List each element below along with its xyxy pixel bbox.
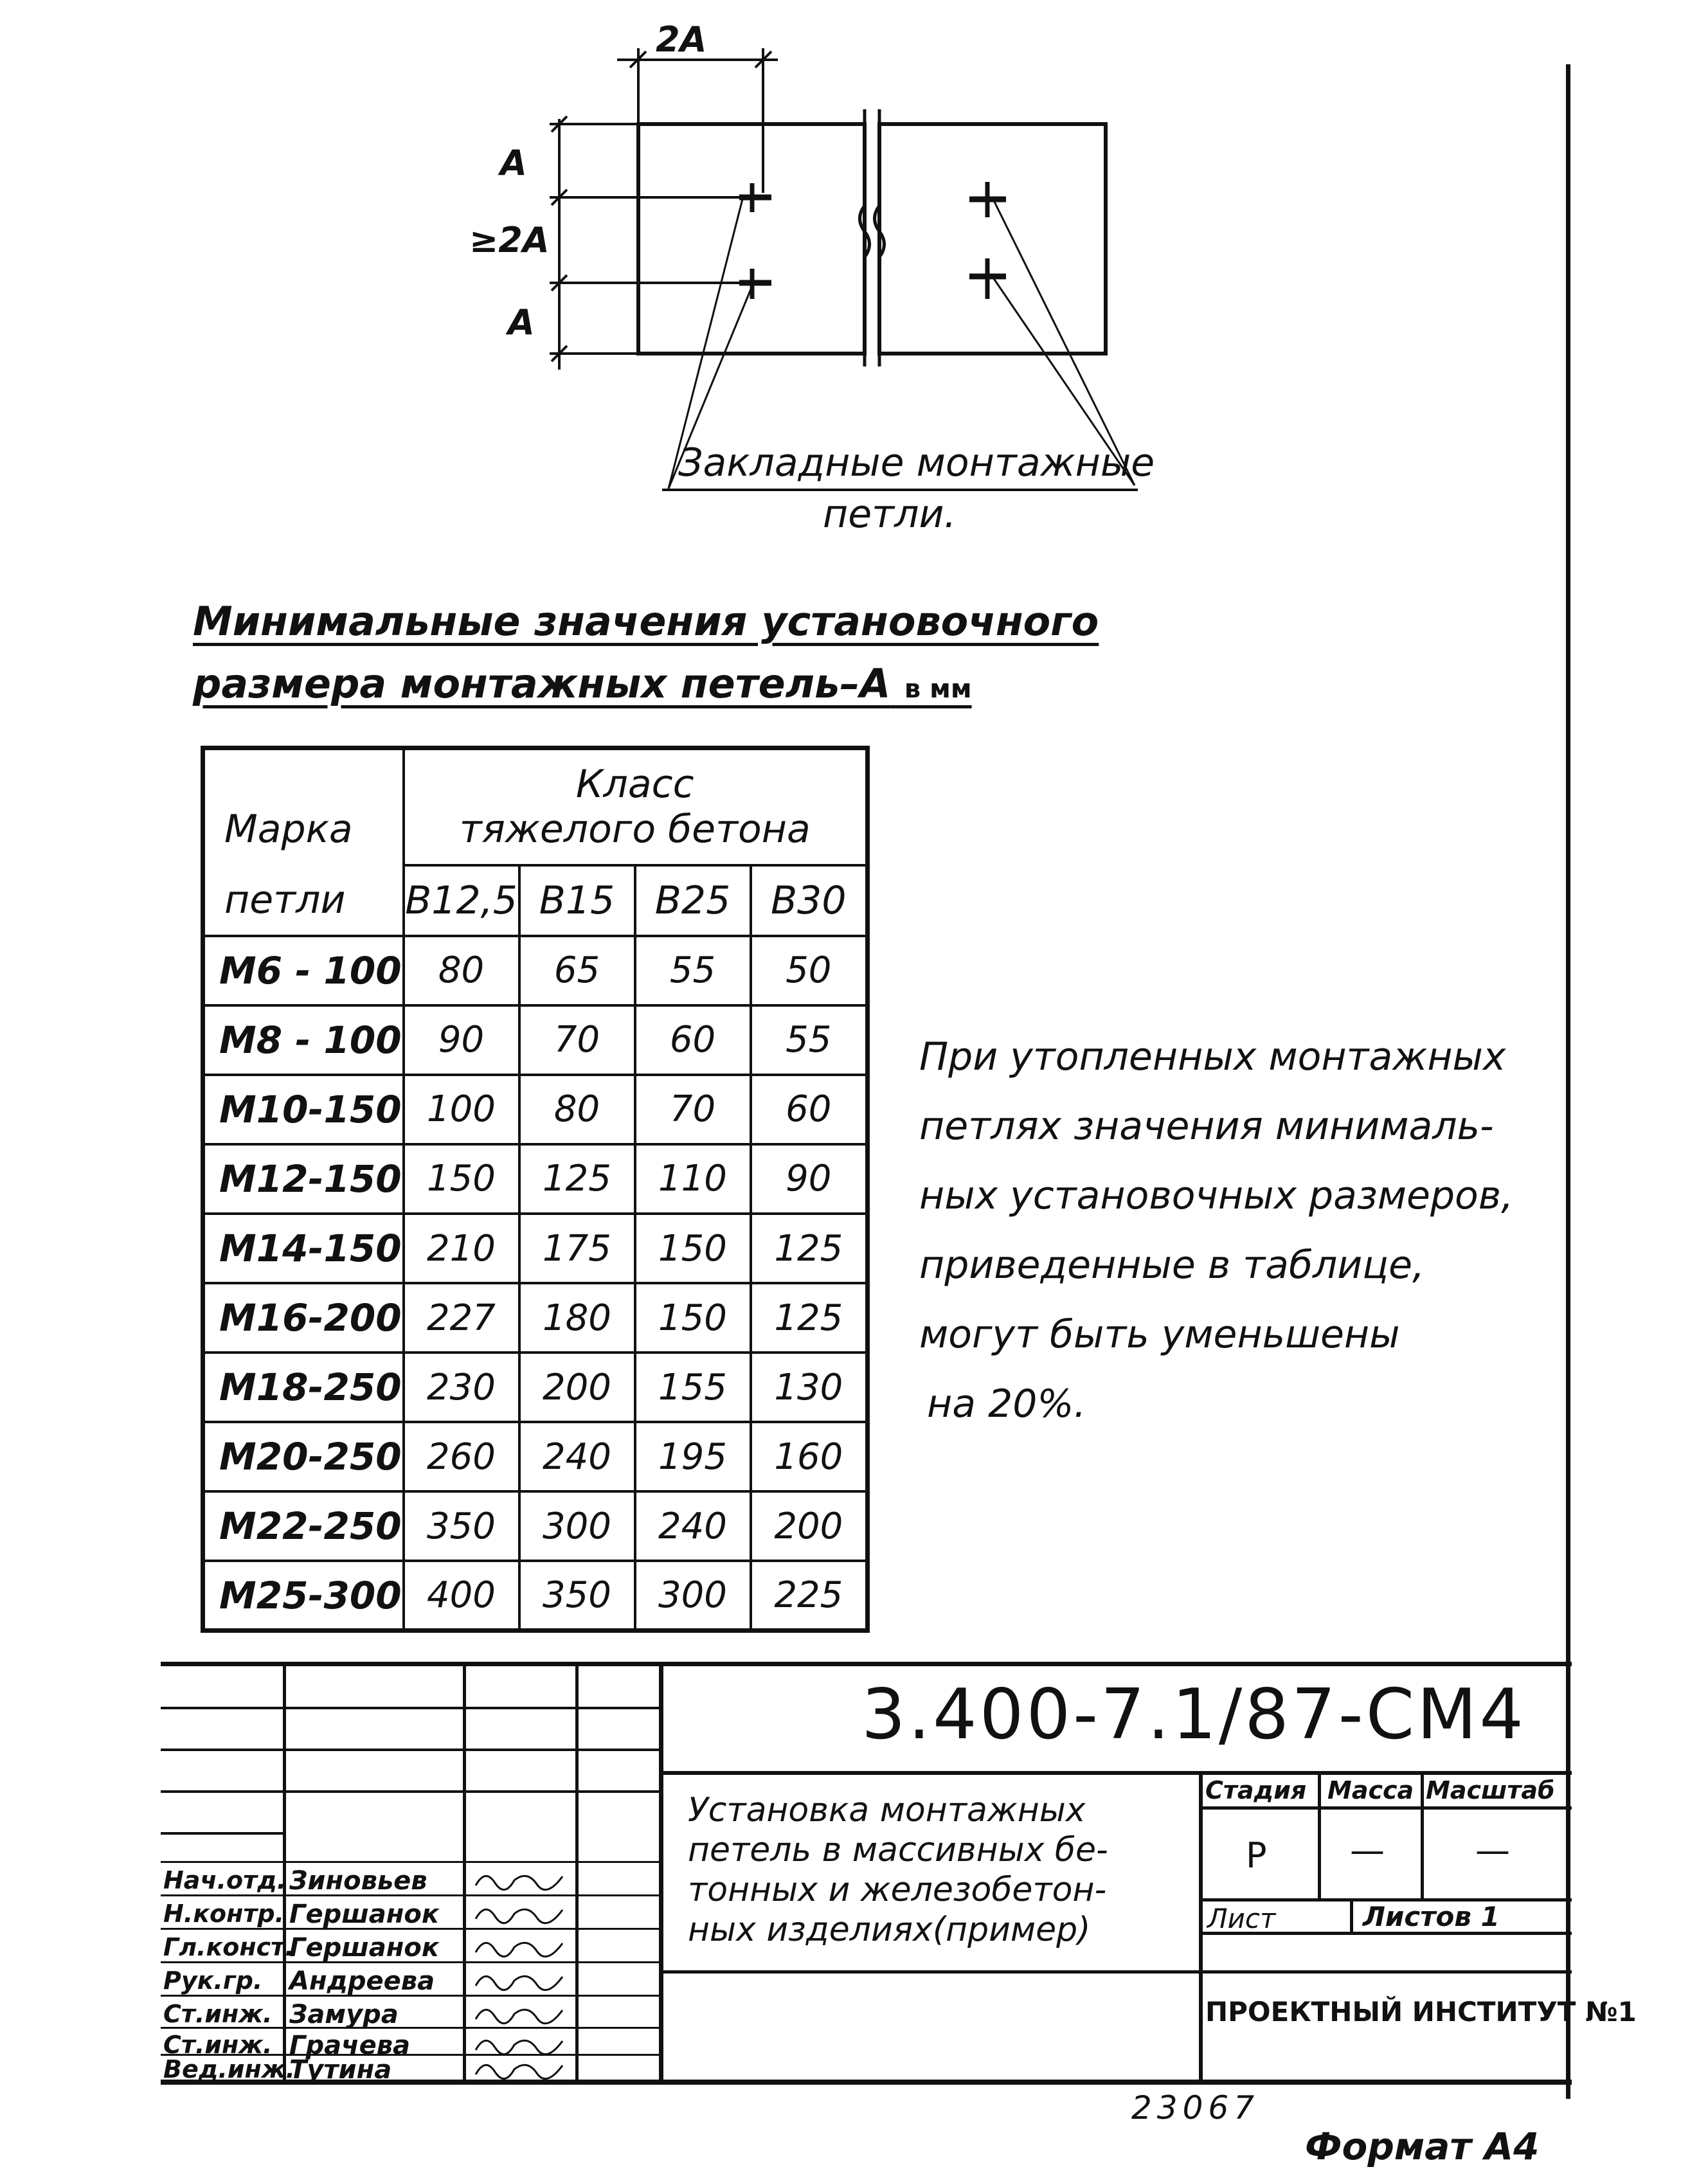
value-cell: 350 bbox=[519, 1561, 635, 1630]
inventory-number: 23067 bbox=[1131, 2089, 1260, 2127]
right-plate bbox=[879, 124, 1106, 354]
value-cell: 125 bbox=[751, 1214, 868, 1283]
sheets-label: Листов 1 bbox=[1363, 1901, 1500, 1932]
title-line: ных изделиях(пример) bbox=[688, 1911, 1091, 1949]
value-cell: 50 bbox=[751, 936, 868, 1005]
loop-mark-cell: M25-300 bbox=[203, 1561, 404, 1630]
value-cell: 175 bbox=[519, 1214, 635, 1283]
value-cell: 350 bbox=[404, 1491, 519, 1561]
value-cell: 65 bbox=[519, 936, 635, 1005]
signature-scribble bbox=[472, 1932, 575, 1961]
table-row bbox=[203, 1422, 868, 1491]
loop-mark-cell: M22-250 bbox=[203, 1491, 404, 1561]
note bbox=[919, 1022, 1513, 1439]
loop-mark-cell: M8 - 100 bbox=[203, 1005, 404, 1075]
value-cell: 200 bbox=[519, 1353, 635, 1422]
table-row bbox=[203, 936, 868, 1005]
value-cell: 90 bbox=[751, 1144, 868, 1214]
dim-2a-middle-label: ≥2А bbox=[469, 220, 550, 260]
note-line: на 20%. bbox=[927, 1381, 1086, 1426]
left-plate bbox=[638, 124, 865, 354]
signatory-role: Ст.инж. bbox=[163, 2000, 273, 2028]
value-cell: 180 bbox=[519, 1283, 635, 1353]
value-cell: 225 bbox=[751, 1561, 868, 1630]
table-row bbox=[203, 1144, 868, 1214]
value-cell: 160 bbox=[751, 1422, 868, 1491]
title-line: тонных и железобетон- bbox=[688, 1871, 1107, 1909]
stage-label: Стадия bbox=[1205, 1776, 1307, 1804]
value-cell: 240 bbox=[635, 1491, 751, 1561]
class-b25: B25 bbox=[635, 865, 751, 936]
class-b30: B30 bbox=[751, 865, 868, 936]
signature-scribble bbox=[472, 1965, 575, 1995]
note-line: приведенные в таблице, bbox=[919, 1243, 1425, 1288]
value-cell: 80 bbox=[404, 936, 519, 1005]
note-line: могут быть уменьшены bbox=[919, 1312, 1400, 1357]
value-cell: 55 bbox=[635, 936, 751, 1005]
signatory-role: Рук.гр. bbox=[163, 1966, 263, 1995]
table-title-unit: в мм bbox=[904, 674, 972, 704]
signature-scribble bbox=[472, 2054, 575, 2083]
table-title bbox=[193, 598, 1099, 707]
signatory-name: Зиновьев bbox=[289, 1866, 427, 1896]
table-row bbox=[203, 1075, 868, 1144]
class-b12-5: B12,5 bbox=[404, 865, 519, 936]
signatory-role: Н.контр. bbox=[163, 1900, 285, 1928]
value-cell: 55 bbox=[751, 1005, 868, 1075]
value-cell: 200 bbox=[751, 1491, 868, 1561]
signatory-name: Замура bbox=[289, 2000, 399, 2029]
header-class-line2: тяжелого бетона bbox=[459, 807, 811, 852]
signatory-name: Грачева bbox=[289, 2031, 411, 2060]
header-mark-line1: Марка bbox=[224, 807, 353, 852]
header-mark-line2-cell bbox=[203, 865, 404, 936]
signatory-role: Ст.инж. bbox=[163, 2031, 273, 2059]
value-cell: 150 bbox=[635, 1214, 751, 1283]
note-line: петлях значения минималь- bbox=[919, 1104, 1494, 1149]
format-label: Формат А4 bbox=[1305, 2125, 1540, 2168]
value-cell: 70 bbox=[519, 1005, 635, 1075]
note-line: ных установочных размеров, bbox=[919, 1173, 1514, 1218]
value-cell: 90 bbox=[404, 1005, 519, 1075]
value-cell: 150 bbox=[404, 1144, 519, 1214]
dim-a-lower-label: А bbox=[508, 302, 535, 343]
table-title-line1: Минимальные значения установочного bbox=[193, 598, 1099, 645]
value-cell: 125 bbox=[519, 1144, 635, 1214]
dim-2a-label: 2А bbox=[656, 19, 707, 60]
signatory-role: Вед.инж. bbox=[163, 2055, 295, 2083]
value-cell: 210 bbox=[404, 1214, 519, 1283]
note-line: При утопленных монтажных bbox=[919, 1034, 1506, 1079]
value-cell: 300 bbox=[635, 1561, 751, 1630]
sheet-title bbox=[688, 1790, 1108, 1950]
loop-mark-cell: M16-200 bbox=[203, 1283, 404, 1353]
value-cell: 195 bbox=[635, 1422, 751, 1491]
table-row bbox=[203, 1353, 868, 1422]
callout-line2: петли. bbox=[823, 492, 957, 537]
mass-label: Масса bbox=[1327, 1776, 1414, 1804]
value-cell: 400 bbox=[404, 1561, 519, 1630]
scale-value: — bbox=[1475, 1830, 1510, 1871]
value-cell: 125 bbox=[751, 1283, 868, 1353]
stage-value: Р bbox=[1246, 1835, 1267, 1876]
value-cell: 80 bbox=[519, 1075, 635, 1144]
table-title-line2: размера монтажных петель–А bbox=[193, 660, 891, 707]
title-line: Установка монтажных bbox=[688, 1791, 1086, 1830]
loop-mark-cell: M14-150 bbox=[203, 1214, 404, 1283]
header-mark-line2: петли bbox=[224, 877, 346, 922]
loop-placement-drawing bbox=[0, 0, 1708, 553]
loop-mark-cell: M12-150 bbox=[203, 1144, 404, 1214]
class-b15: B15 bbox=[519, 865, 635, 936]
value-cell: 150 bbox=[635, 1283, 751, 1353]
value-cell: 230 bbox=[404, 1353, 519, 1422]
loop-mark-cell: M6 - 100 bbox=[203, 936, 404, 1005]
signatory-name: Тутина bbox=[289, 2055, 392, 2085]
signatory-role: Гл.конст. bbox=[163, 1933, 294, 1961]
loop-mark-cell: M18-250 bbox=[203, 1353, 404, 1422]
institute: ПРОЕКТНЫЙ ИНСТИТУТ №1 bbox=[1205, 1996, 1637, 2028]
title-block bbox=[161, 1662, 1637, 2086]
table-row bbox=[203, 1283, 868, 1353]
table-row bbox=[203, 1005, 868, 1075]
table-row bbox=[203, 1491, 868, 1561]
table-row bbox=[203, 1561, 868, 1630]
header-class-line1: Класс bbox=[575, 762, 694, 807]
doc-code: 3.400-7.1/87-СМ4 bbox=[861, 1675, 1526, 1755]
value-cell: 260 bbox=[404, 1422, 519, 1491]
header-class bbox=[404, 748, 868, 865]
mass-value: — bbox=[1350, 1830, 1385, 1871]
value-cell: 130 bbox=[751, 1353, 868, 1422]
signatory-role: Нач.отд. bbox=[163, 1866, 287, 1894]
title-line: петель в массивных бе- bbox=[688, 1831, 1108, 1869]
header-mark bbox=[203, 748, 404, 865]
signatory-name: Гершанок bbox=[289, 1900, 439, 1929]
value-cell: 60 bbox=[635, 1005, 751, 1075]
value-cell: 100 bbox=[404, 1075, 519, 1144]
value-cell: 70 bbox=[635, 1075, 751, 1144]
table-row bbox=[203, 1214, 868, 1283]
scale-label: Масштаб bbox=[1426, 1776, 1555, 1804]
value-cell: 240 bbox=[519, 1422, 635, 1491]
value-cell: 227 bbox=[404, 1283, 519, 1353]
value-cell: 300 bbox=[519, 1491, 635, 1561]
loop-mark-cell: M20-250 bbox=[203, 1422, 404, 1491]
callout-line1: Закладные монтажные bbox=[678, 440, 1155, 485]
signature-scribble bbox=[472, 1865, 575, 1894]
min-size-table bbox=[201, 746, 870, 1633]
loop-mark-cell: M10-150 bbox=[203, 1075, 404, 1144]
signature-scribble bbox=[472, 1999, 575, 2028]
value-cell: 155 bbox=[635, 1353, 751, 1422]
signatory-name: Гершанок bbox=[289, 1933, 439, 1963]
dim-a-upper-label: А bbox=[500, 143, 527, 183]
signatory-name: Андреева bbox=[289, 1966, 435, 1996]
sheet-label: Лист bbox=[1207, 1903, 1276, 1934]
signature-scribble bbox=[472, 1898, 575, 1928]
value-cell: 60 bbox=[751, 1075, 868, 1144]
value-cell: 110 bbox=[635, 1144, 751, 1214]
